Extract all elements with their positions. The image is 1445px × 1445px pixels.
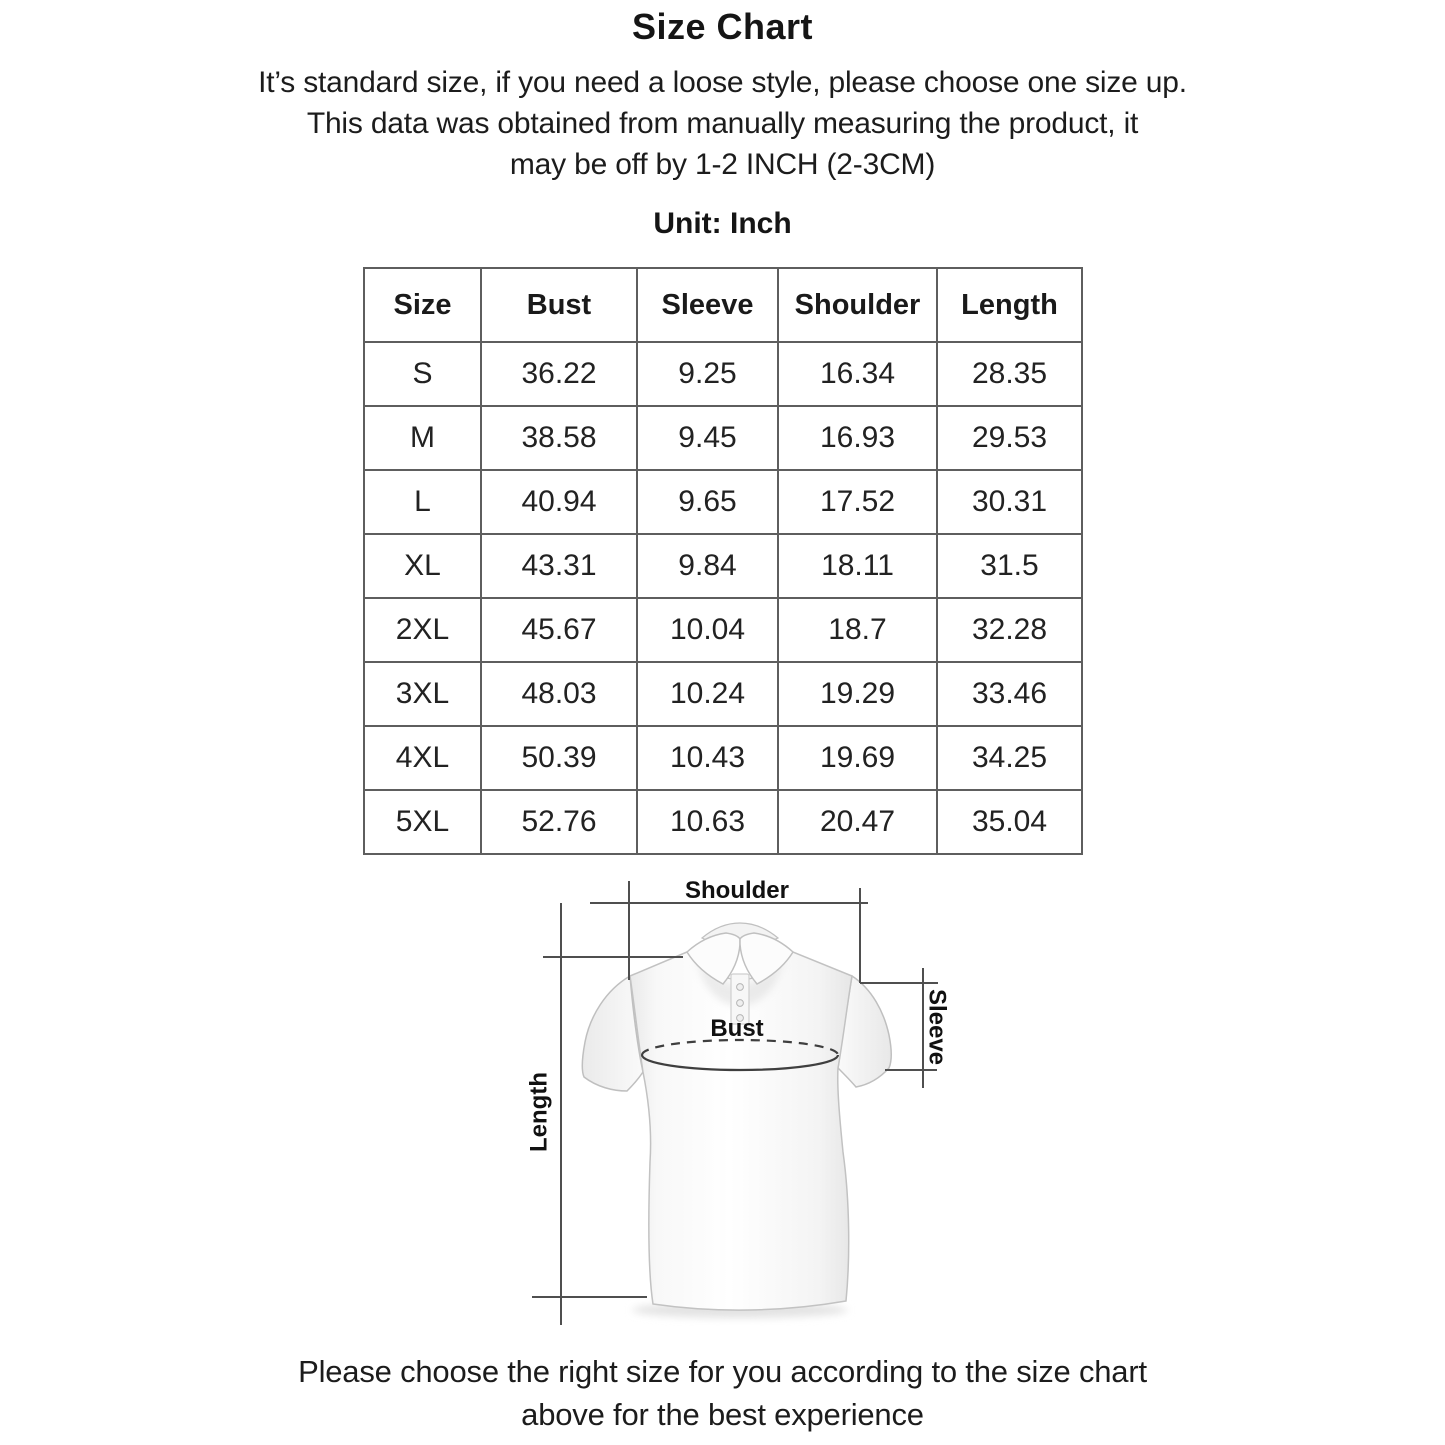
value-cell: 36.22 <box>481 342 637 406</box>
value-cell: 38.58 <box>481 406 637 470</box>
value-cell: 10.63 <box>637 790 778 854</box>
page-title: Size Chart <box>631 6 814 47</box>
value-cell: 30.31 <box>937 470 1082 534</box>
sleeve-label: Sleeve <box>923 988 951 1066</box>
value-cell: 29.53 <box>937 406 1082 470</box>
size-cell: 3XL <box>364 662 481 726</box>
value-cell: 31.5 <box>937 534 1082 598</box>
size-cell: XL <box>364 534 481 598</box>
value-cell: 18.11 <box>778 534 937 598</box>
table-row-m <box>364 406 1082 470</box>
value-cell: 40.94 <box>481 470 637 534</box>
value-cell: 33.46 <box>937 662 1082 726</box>
value-cell: 19.69 <box>778 726 937 790</box>
value-cell: 35.04 <box>937 790 1082 854</box>
size-cell: 2XL <box>364 598 481 662</box>
value-cell: 17.52 <box>778 470 937 534</box>
intro-line-3: may be off by 1-2 INCH (2-3CM) <box>509 148 936 181</box>
unit-label: Unit: Inch <box>653 207 792 240</box>
size-cell: 5XL <box>364 790 481 854</box>
value-cell: 9.25 <box>637 342 778 406</box>
value-cell: 45.67 <box>481 598 637 662</box>
intro-text <box>0 62 1445 185</box>
value-cell: 52.76 <box>481 790 637 854</box>
value-cell: 10.24 <box>637 662 778 726</box>
column-header-sleeve: Sleeve <box>637 268 778 342</box>
value-cell: 18.7 <box>778 598 937 662</box>
value-cell: 32.28 <box>937 598 1082 662</box>
size-table <box>363 267 1083 855</box>
size-cell: L <box>364 470 481 534</box>
value-cell: 9.65 <box>637 470 778 534</box>
measurement-diagram <box>500 860 980 1340</box>
value-cell: 16.34 <box>778 342 937 406</box>
table-row-l <box>364 470 1082 534</box>
table-row-xl <box>364 534 1082 598</box>
size-table-header-row <box>364 268 1082 342</box>
value-cell: 28.35 <box>937 342 1082 406</box>
table-row-5xl <box>364 790 1082 854</box>
value-cell: 48.03 <box>481 662 637 726</box>
table-row-2xl <box>364 598 1082 662</box>
column-header-length: Length <box>937 268 1082 342</box>
value-cell: 50.39 <box>481 726 637 790</box>
footer-line-2: above for the best experience <box>521 1397 924 1432</box>
size-cell: S <box>364 342 481 406</box>
size-cell: 4XL <box>364 726 481 790</box>
column-header-bust: Bust <box>481 268 637 342</box>
value-cell: 19.29 <box>778 662 937 726</box>
table-row-4xl <box>364 726 1082 790</box>
table-row-3xl <box>364 662 1082 726</box>
footer-line-1: Please choose the right size for you according to the size chart <box>298 1354 1147 1389</box>
length-label: Length <box>525 1072 553 1152</box>
shoulder-label: Shoulder <box>684 877 790 904</box>
column-header-size: Size <box>364 268 481 342</box>
intro-line-2: This data was obtained from manually measuring the product, it <box>306 107 1139 140</box>
footer-text <box>0 1350 1445 1436</box>
size-cell: M <box>364 406 481 470</box>
bust-label: Bust <box>710 1015 764 1042</box>
polo-shirt-image <box>582 923 891 1318</box>
value-cell: 9.45 <box>637 406 778 470</box>
value-cell: 20.47 <box>778 790 937 854</box>
value-cell: 43.31 <box>481 534 637 598</box>
value-cell: 10.43 <box>637 726 778 790</box>
intro-line-1: It’s standard size, if you need a loose style, please choose one size up. <box>258 66 1187 99</box>
value-cell: 10.04 <box>637 598 778 662</box>
value-cell: 9.84 <box>637 534 778 598</box>
table-row-s <box>364 342 1082 406</box>
value-cell: 16.93 <box>778 406 937 470</box>
column-header-shoulder: Shoulder <box>778 268 937 342</box>
value-cell: 34.25 <box>937 726 1082 790</box>
